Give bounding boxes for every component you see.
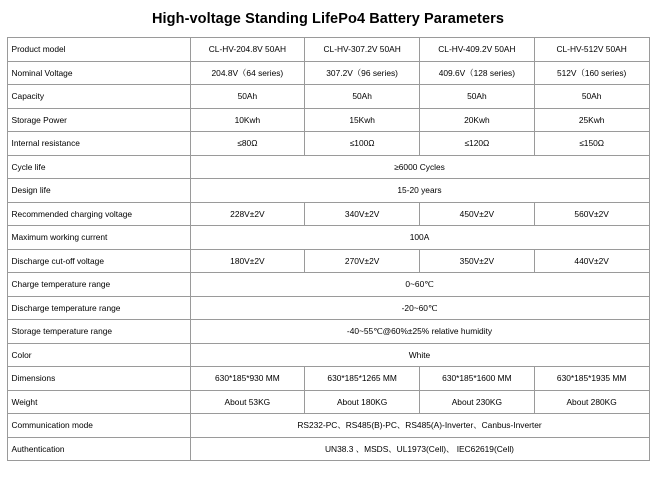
row-value-cell: 630*185*1265 MM <box>305 367 420 391</box>
row-value-cell: 50Ah <box>534 85 649 109</box>
table-row <box>7 367 649 391</box>
row-value-cell: 180V±2V <box>190 249 305 273</box>
row-value-cell: 50Ah <box>420 85 535 109</box>
row-value-cell: ≤100Ω <box>305 132 420 156</box>
row-label: Dimensions <box>7 367 190 391</box>
row-value-cell: 630*185*930 MM <box>190 367 305 391</box>
row-value-cell: 560V±2V <box>534 202 649 226</box>
row-value-cell: CL-HV-512V 50AH <box>534 38 649 62</box>
row-value-cell: 204.8V（64 series) <box>190 61 305 85</box>
table-row <box>7 296 649 320</box>
row-value-cell: About 53KG <box>190 390 305 414</box>
row-label: Capacity <box>7 85 190 109</box>
row-label: Weight <box>7 390 190 414</box>
table-row <box>7 155 649 179</box>
row-value-merged: 0~60℃ <box>190 273 649 297</box>
specifications-table <box>7 37 650 461</box>
row-value-cell: ≤120Ω <box>420 132 535 156</box>
row-label: Nominal Voltage <box>7 61 190 85</box>
row-value-merged: 100A <box>190 226 649 250</box>
row-value-cell: 512V（160 series) <box>534 61 649 85</box>
row-value-cell: CL-HV-204.8V 50AH <box>190 38 305 62</box>
row-value-cell: About 180KG <box>305 390 420 414</box>
table-row <box>7 108 649 132</box>
table-row <box>7 390 649 414</box>
row-value-cell: ≤150Ω <box>534 132 649 156</box>
row-value-cell: 440V±2V <box>534 249 649 273</box>
row-value-merged: -20~60℃ <box>190 296 649 320</box>
table-row <box>7 343 649 367</box>
table-row <box>7 179 649 203</box>
row-label: Internal resistance <box>7 132 190 156</box>
row-value-merged: 15-20 years <box>190 179 649 203</box>
row-value-cell: 20Kwh <box>420 108 535 132</box>
row-value-cell: 630*185*1935 MM <box>534 367 649 391</box>
row-value-cell: 450V±2V <box>420 202 535 226</box>
row-label: Product model <box>7 38 190 62</box>
row-value-cell: CL-HV-307.2V 50AH <box>305 38 420 62</box>
table-row <box>7 226 649 250</box>
table-row <box>7 273 649 297</box>
row-label: Communication mode <box>7 414 190 438</box>
row-value-cell: 228V±2V <box>190 202 305 226</box>
table-row <box>7 249 649 273</box>
table-row <box>7 202 649 226</box>
row-label: Discharge temperature range <box>7 296 190 320</box>
row-label: Storage temperature range <box>7 320 190 344</box>
table-row <box>7 61 649 85</box>
row-value-cell: About 230KG <box>420 390 535 414</box>
row-label: Design life <box>7 179 190 203</box>
table-row <box>7 437 649 461</box>
row-value-cell: 15Kwh <box>305 108 420 132</box>
row-label: Authentication <box>7 437 190 461</box>
table-row <box>7 132 649 156</box>
table-body <box>7 38 649 461</box>
row-label: Charge temperature range <box>7 273 190 297</box>
row-value-merged: UN38.3 、MSDS、UL1973(Cell)、 IEC62619(Cell) <box>190 437 649 461</box>
row-value-cell: 340V±2V <box>305 202 420 226</box>
row-value-merged: White <box>190 343 649 367</box>
table-row <box>7 85 649 109</box>
row-value-cell: 10Kwh <box>190 108 305 132</box>
row-value-merged: RS232-PC、RS485(B)-PC、RS485(A)-Inverter、Canbus-Inverter <box>190 414 649 438</box>
row-label: Cycle life <box>7 155 190 179</box>
page-title: High-voltage Standing LifePo4 Battery Parameters <box>151 11 505 27</box>
row-value-merged: -40~55℃@60%±25% relative humidity <box>190 320 649 344</box>
row-label: Discharge cut-off voltage <box>7 249 190 273</box>
row-value-cell: About 280KG <box>534 390 649 414</box>
row-label: Color <box>7 343 190 367</box>
row-value-cell: 50Ah <box>305 85 420 109</box>
row-value-cell: CL-HV-409.2V 50AH <box>420 38 535 62</box>
row-label: Maximum working current <box>7 226 190 250</box>
table-row <box>7 38 649 62</box>
row-value-cell: 630*185*1600 MM <box>420 367 535 391</box>
row-value-cell: 409.6V（128 series) <box>420 61 535 85</box>
row-label: Recommended charging voltage <box>7 202 190 226</box>
table-row <box>7 320 649 344</box>
row-label: Storage Power <box>7 108 190 132</box>
row-value-cell: 307.2V（96 series) <box>305 61 420 85</box>
row-value-cell: 50Ah <box>190 85 305 109</box>
row-value-cell: ≤80Ω <box>190 132 305 156</box>
row-value-cell: 270V±2V <box>305 249 420 273</box>
row-value-merged: ≥6000 Cycles <box>190 155 649 179</box>
row-value-cell: 350V±2V <box>420 249 535 273</box>
row-value-cell: 25Kwh <box>534 108 649 132</box>
table-row <box>7 414 649 438</box>
